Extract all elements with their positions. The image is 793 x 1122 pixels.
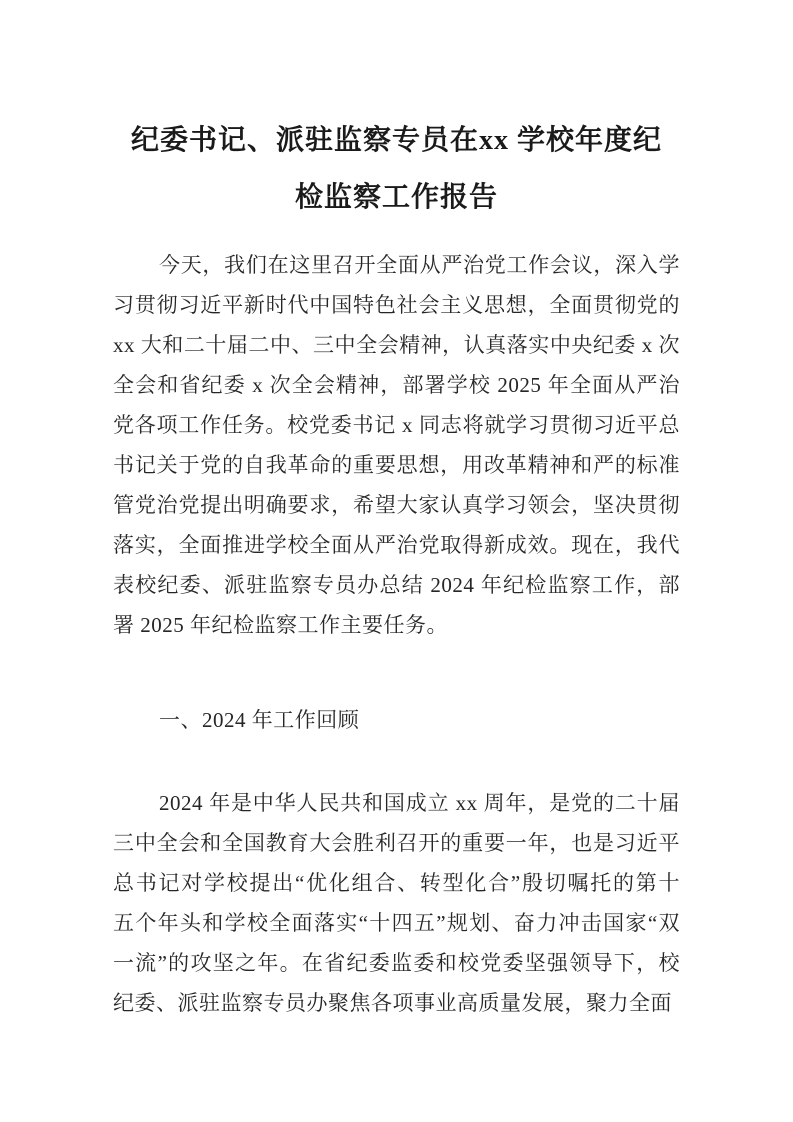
- text-line: xx 大和二十届二中、三中全会精神，认真落实中央纪委 x 次: [113, 333, 680, 357]
- text-line: 书记关于党的自我革命的重要思想，用改革精神和严的标准: [113, 453, 680, 477]
- section-heading: [113, 700, 680, 740]
- document-title-line-1: 纪委书记、派驻监察专员在xx 学校年度纪: [130, 125, 662, 156]
- text-line: 一流”的攻坚之年。在省纪委监委和校党委坚强领导下，校: [113, 951, 680, 975]
- text-line: 全会和省纪委 x 次全会精神，部署学校 2025 年全面从严治: [113, 373, 680, 397]
- paragraph: [113, 245, 680, 645]
- text-line: 表校纪委、派驻监察专员办总结 2024 年纪检监察工作，部: [113, 573, 680, 597]
- document-title-line-2: 检监察工作报告: [294, 182, 498, 213]
- text-line: 落实，全面推进学校全面从严治党取得新成效。现在，我代: [113, 533, 680, 557]
- text-line: 2024 年是中华人民共和国成立 xx 周年，是党的二十届: [159, 791, 680, 815]
- document-body: [113, 245, 680, 1023]
- text-line: 党各项工作任务。校党委书记 x 同志将就学习贯彻习近平总: [113, 413, 680, 437]
- text-line: 五个年头和学校全面落实“十四五”规划、奋力冲击国家“双: [113, 911, 680, 935]
- text-line: 总书记对学校提出“优化组合、转型化合”殷切嘱托的第十: [113, 871, 680, 895]
- text-line: 管党治党提出明确要求，希望大家认真学习领会，坚决贯彻: [113, 493, 680, 517]
- text-line: 纪委、派驻监察专员办聚焦各项事业高质量发展，聚力全面: [113, 991, 672, 1015]
- heading-line: 一、2024 年工作回顾: [159, 708, 360, 732]
- text-line: 署 2025 年纪检监察工作主要任务。: [113, 613, 448, 637]
- paragraph: [113, 783, 680, 1023]
- text-line: 三中全会和全国教育大会胜利召开的重要一年，也是习近平: [113, 831, 680, 855]
- text-line: 习贯彻习近平新时代中国特色社会主义思想，全面贯彻党的: [113, 293, 680, 317]
- text-line: 今天，我们在这里召开全面从严治党工作会议，深入学: [159, 253, 680, 277]
- document-title: [113, 112, 680, 226]
